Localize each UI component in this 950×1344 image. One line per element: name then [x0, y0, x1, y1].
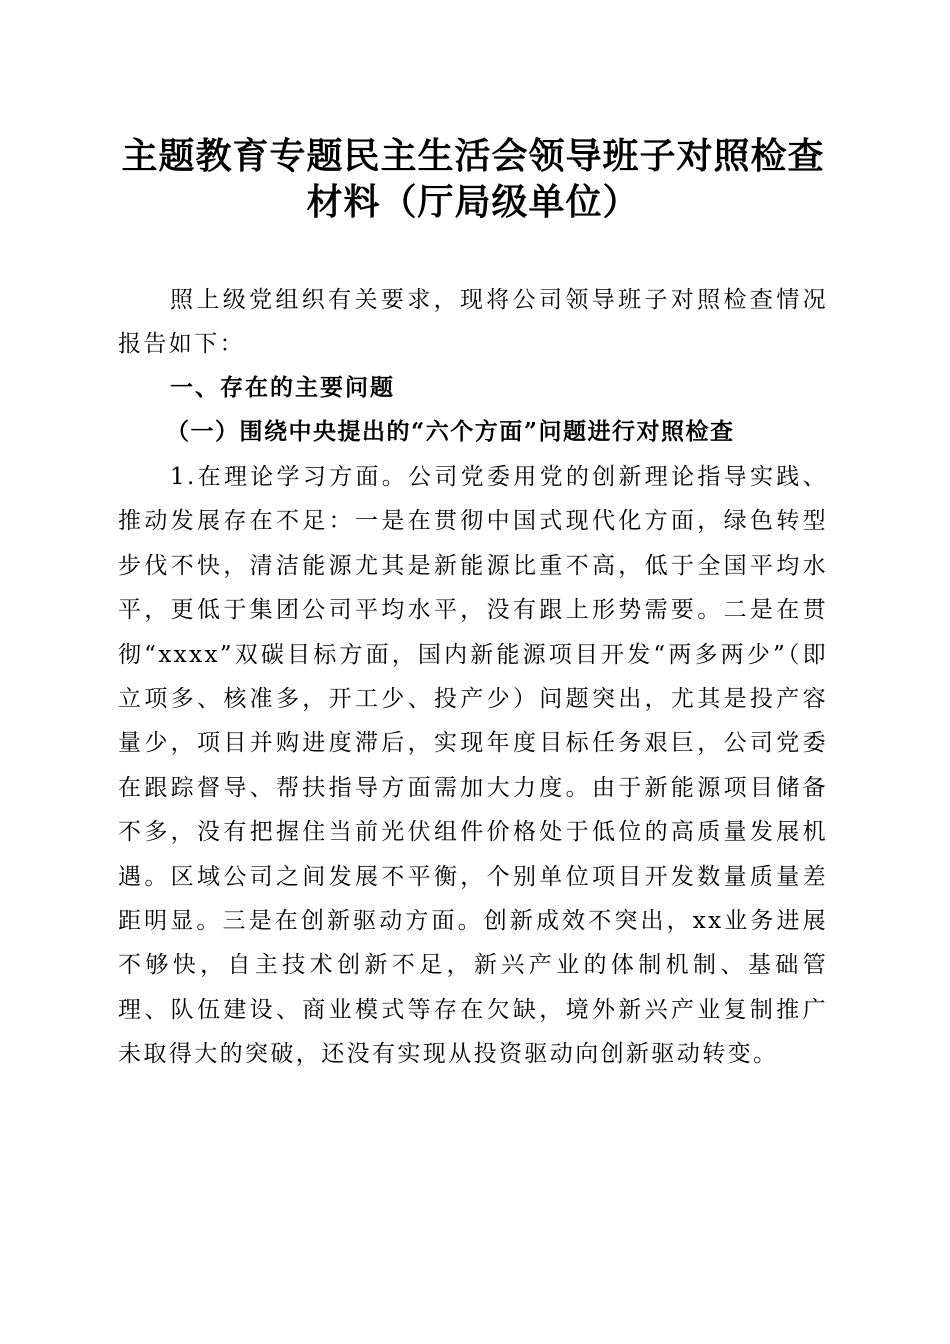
document-title: 主题教育专题民主生活会领导班子对照检查材料（厅局级单位）: [121, 135, 825, 223]
subsection-heading: （一）围绕中央提出的“六个方面”问题进行对照检查: [166, 418, 735, 445]
intro-paragraph: 照上级党组织有关要求，现将公司领导班子对照检查情况报告如下：: [118, 287, 828, 358]
body-paragraph: 1.在理论学习方面。公司党委用党的创新理论指导实践、推动发展存在不足：一是在贯彻中国式现代化方面，绿色转型步伐不快，清洁能源尤其是新能源比重不高，低于全国平均水平，更低于集团公司平均水平，没有跟上形势需要。二是在贯彻“xxxx”双碳目标方面，国内新能源项目开发“两多两少”（即立项多、核准多，开工少、投产少）问题突出，尤其是投产容量少，项目并购进度滞后，实现年度目标任务艰巨，公司党委在跟踪督导、帮扶指导方面需加大力度。由于新能源项目储备不多，没有把握住当前光伏组件价格处于低位的高质量发展机遇。区域公司之间发展不平衡，个别单位项目开发数量质量差距明显。三是在创新驱动方面。创新成效不突出，xx业务进展不够快，自主技术创新不足，新兴产业的体制机制、基础管理、队伍建设、商业模式等存在欠缺，境外新兴产业复制推广未取得大的突破，还没有实现从投资驱动向创新驱动转变。: [118, 464, 828, 1068]
section-heading: 一、存在的主要问题: [170, 375, 395, 401]
